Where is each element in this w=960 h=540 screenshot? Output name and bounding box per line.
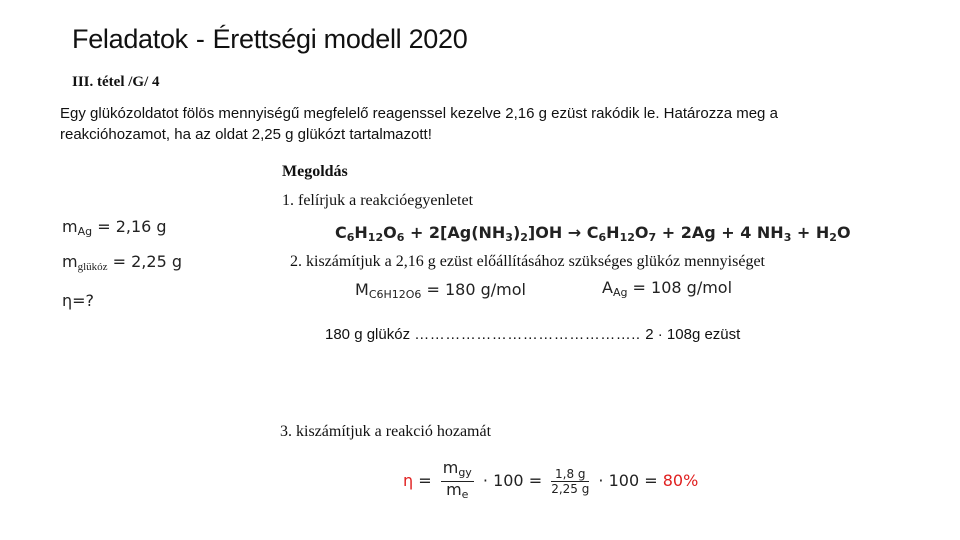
yield-result: 80%	[662, 471, 699, 490]
title-left: Feladatok	[72, 24, 188, 54]
given-eta: η=?	[62, 291, 95, 310]
subscript-ag: Ag	[77, 225, 93, 238]
atomic-mass-silver: $A_{Ag} = 108$ g/mol	[602, 278, 733, 299]
ratio-left: 180 g glükóz	[325, 326, 415, 343]
value-mass-silver: = 2,16 g	[92, 217, 167, 236]
symbol-m: m	[62, 217, 78, 236]
ratio-right: 2 · 108g ezüst	[645, 326, 741, 343]
title-dash: -	[195, 24, 205, 54]
given-mass-silver	[62, 217, 167, 238]
subscript-glucose: glükóz	[77, 261, 108, 273]
solution-heading: Megoldás	[282, 163, 348, 180]
ratio-dots: ……………………………………..	[414, 326, 646, 343]
task-subtitle: III. tétel /G/ 4	[72, 74, 160, 90]
given-mass-glucose	[62, 252, 182, 273]
page-title	[72, 24, 467, 55]
problem-statement: Egy glükózoldatot fölös mennyiségű megfelelő reagenssel kezelve 2,16 g ezüst rakódik le. Határozza meg a reakcióhozamot, ha az oldat 2,25 g glükózt tartalmazott!	[60, 105, 778, 143]
reaction-equation: $C_6H_{12}O_6 + 2[Ag(NH_3)_2]OH \to C_6H_{12}O_7 + 2Ag + 4$ $NH_3 + H_2O$	[335, 223, 851, 244]
eta-symbol: η	[403, 471, 414, 490]
stoichiometric-ratio	[325, 326, 740, 343]
step-2: 2. kiszámítjuk a 2,16 g ezüst előállításához szükséges glükóz mennyiséget	[290, 253, 765, 270]
symbol-m: m	[62, 252, 78, 271]
fraction-values: $\frac{1,8 g}{2,25 g}$	[551, 467, 590, 496]
molar-mass-glucose: $M_{C6H12O6} = 180$ g/mol	[355, 280, 526, 301]
step-1: 1. felírjuk a reakcióegyenletet	[282, 192, 474, 209]
title-right: Érettségi modell 2020	[212, 24, 468, 54]
step-3: 3. kiszámítjuk a reakció hozamát	[280, 423, 492, 440]
yield-formula: η = $\frac{m_{gy}}{m_e}$ · 100 = $\frac{1,8 g}{2,25 g}$ · 100 = 80%	[403, 458, 699, 501]
value-mass-glucose: = 2,25 g	[107, 252, 182, 271]
fraction-mass-ratio: $\frac{m_{gy}}{m_e}$	[442, 458, 472, 501]
